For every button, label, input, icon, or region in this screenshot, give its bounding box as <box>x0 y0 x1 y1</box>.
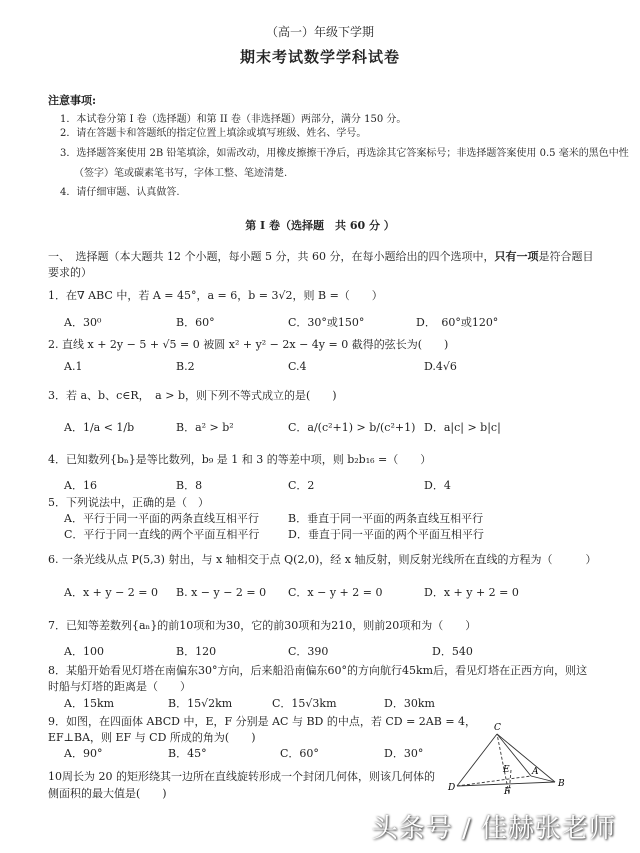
option: C．30°或150° <box>288 316 365 329</box>
option: D．a|c| > b|c| <box>424 421 501 434</box>
question-9-stem: 9．如图，在四面体 ABCD 中，E，F 分别是 AC 与 BD 的中点，若 CD = 2AB = 4， <box>48 715 477 728</box>
option: B．垂直于同一平面的两条直线互相平行 <box>288 512 484 525</box>
option: C．x − y + 2 = 0 <box>288 586 383 599</box>
note-item: 2．请在答题卡和答题纸的指定位置上填涂或填写班级、姓名、学号。 <box>60 128 367 139</box>
question-8-stem: 8．某船开始看见灯塔在南偏东30°方向，后来船沿南偏东60°的方向航行45km后，看见灯塔在正西方向，则这 <box>48 664 588 677</box>
exam-title: 期末考试数学学科试卷 <box>239 48 400 66</box>
label-d: D <box>448 783 456 793</box>
question-6-stem: 6. 一条光线从点 P(5,3) 射出，与 x 轴相交于点 Q(2,0)，经 x 轴反射，则反射光线所在直线的方程为（ ） <box>48 553 597 566</box>
option: C．2 <box>288 479 315 492</box>
option: D．540 <box>432 645 473 658</box>
option: C.4 <box>288 360 307 373</box>
question-10-stem: 10周长为 20 的矩形绕其一边所在直线旋转形成一个封闭几何体，则该几何体的 <box>48 770 435 783</box>
label-c: C <box>494 723 501 733</box>
option: A．16 <box>64 479 97 492</box>
option: D．30° <box>384 747 424 760</box>
option: D.4√6 <box>424 360 457 373</box>
option: D．x + y + 2 = 0 <box>424 586 519 599</box>
option: B．120 <box>176 645 217 658</box>
label-b: B <box>558 779 565 789</box>
option: C．a/(c²+1) > b/(c²+1) <box>288 421 416 434</box>
section-intro-cont: 要求的） <box>48 266 92 279</box>
tetrahedron-figure <box>445 718 575 803</box>
watermark: 头条号 / 佳赫张老师 <box>371 814 616 844</box>
option: C．390 <box>288 645 329 658</box>
label-e: E <box>503 765 510 775</box>
option: A．1/a < 1/b <box>64 421 135 434</box>
note-item: 3．选择题答案使用 2B 铅笔填涂，如需改动，用橡皮擦擦干净后，再选涂其它答案标号；非选择题答案使用 0.5 毫米的黑色中性 <box>60 148 629 159</box>
option: D．4 <box>424 479 451 492</box>
edge-db <box>457 782 555 786</box>
section-title: 第 I 卷（选择题 共 60 分 ） <box>245 219 395 232</box>
option: D．30km <box>384 697 435 710</box>
question-7-stem: 7．已知等差数列{aₙ}的前10项和为30，它的前30项和为210，则前20项和为（ ） <box>48 619 477 632</box>
note-item: 1．本试卷分第 I 卷（选择题）和第 II 卷（非选择题）两部分，满分 150 分。 <box>60 114 407 125</box>
question-3-stem: 3．若 a、b、c∈R， a > b，则下列不等式成立的是( ) <box>48 389 337 402</box>
question-4-stem: 4．已知数列{bₙ}是等比数列，b₉ 是 1 和 3 的等差中项，则 b₂b₁₆ =（ ） <box>48 453 432 466</box>
question-8-stem-cont: 时船与灯塔的距离是（ ） <box>48 680 191 693</box>
section-intro: 一、 选择题（本大题共 12 个小题，每小题 5 分，共 60 分，在每小题给出的四个选项中，只有一项是符合题目 <box>48 250 594 263</box>
option: A．90° <box>64 747 103 760</box>
option: D．垂直于同一平面的两个平面互相平行 <box>288 528 484 541</box>
option: C．平行于同一直线的两个平面互相平行 <box>64 528 260 541</box>
question-2-stem: 2. 直线 x + 2y − 5 + √5 = 0 被圆 x² + y² − 2x − 4y = 0 截得的弦长为( ) <box>48 338 449 351</box>
question-1-stem: 1．在∇ ABC 中，若 A = 45°，a = 6，b = 3√2，则 B =（ ） <box>48 289 383 302</box>
option: C．15√3km <box>272 697 337 710</box>
note-item: （签字）笔或碳素笔书写，字体工整、笔迹清楚. <box>74 168 288 179</box>
option: B．60° <box>176 316 215 329</box>
notes-heading: 注意事项: <box>48 94 97 107</box>
question-10-stem-cont: 侧面积的最大值是( ) <box>48 787 167 800</box>
question-5-stem: 5．下列说法中，正确的是（ ） <box>48 496 209 509</box>
note-item: 4．请仔细审题、认真做答. <box>60 187 180 198</box>
option: B．a² > b² <box>176 421 234 434</box>
label-a: A <box>532 767 539 777</box>
option: B.2 <box>176 360 195 373</box>
option: A.1 <box>64 360 83 373</box>
option: B．15√2km <box>168 697 233 710</box>
option: B．45° <box>168 747 207 760</box>
option: A．30⁰ <box>64 316 102 329</box>
option: D． 60°或120° <box>416 316 499 329</box>
option: C．60° <box>280 747 319 760</box>
option: B．8 <box>176 479 203 492</box>
option: B. x − y − 2 = 0 <box>176 586 267 599</box>
question-9-stem-cont: EF⊥BA，则 EF 与 CD 所成的角为( ) <box>48 731 256 744</box>
option: A．15km <box>64 697 115 710</box>
option: A．平行于同一平面的两条直线互相平行 <box>64 512 259 525</box>
option: A．100 <box>64 645 104 658</box>
label-f: F <box>504 787 511 797</box>
grade-line: （高一）年级下学期 <box>265 25 374 39</box>
edge-cd <box>457 734 497 786</box>
option: A．x + y − 2 = 0 <box>64 586 158 599</box>
